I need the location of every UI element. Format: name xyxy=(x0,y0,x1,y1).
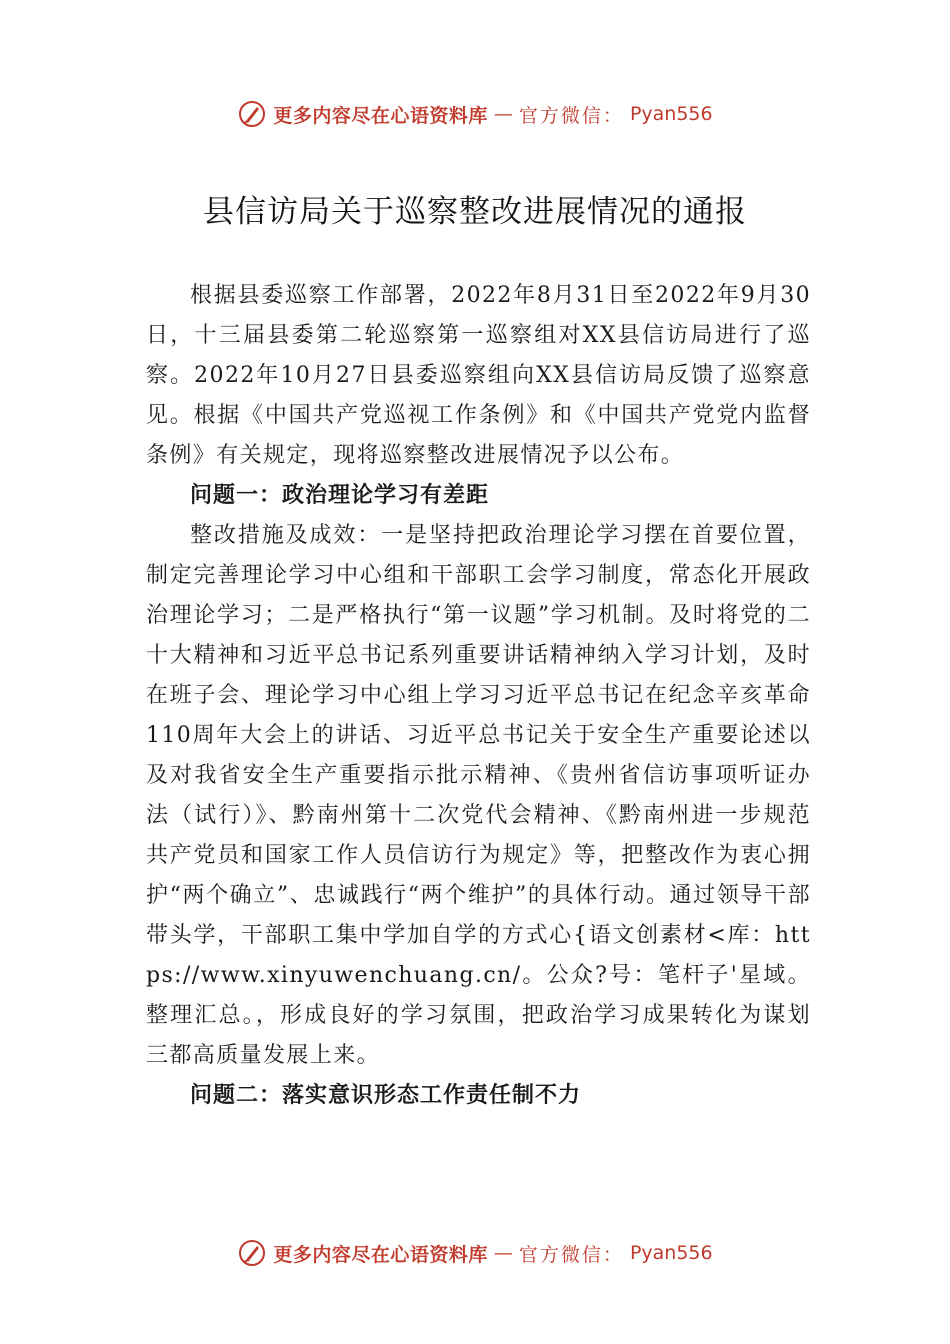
watermark-wechat-id: Pyan556 xyxy=(629,1242,713,1264)
top-watermark xyxy=(0,94,950,134)
issue-2-heading: 问题二：落实意识形态工作责任制不力 xyxy=(190,1083,582,1108)
issue-1-heading: 问题一：政治理论学习有差距 xyxy=(190,483,490,508)
watermark-dash: — xyxy=(493,1242,513,1264)
bottom-watermark xyxy=(0,1233,950,1273)
watermark-text: 更多内容尽在心语资料库 xyxy=(273,104,488,127)
quill-logo-icon xyxy=(237,99,267,129)
watermark-text: 更多内容尽在心语资料库 xyxy=(273,1243,488,1266)
watermark-wechat-id: Pyan556 xyxy=(629,103,713,125)
issue-1-body: 整改措施及成效：一是坚持把政治理论学习摆在首要位置，制定完善理论学习中心组和干部职工会学习制度，常态化开展政治理论学习；二是严格执行“第一议题”学习机制。及时将党的二十大精神和习近平总书记系列重要讲话精神纳入学习计划，及时在班子会、理论学习中心组上学习习近平总书记在纪念辛亥革命110周年大会上的讲话、习近平总书记关于安全生产重要论述以及对我省安全生产重要指示批示精神、《贵州省信访事项听证办法（试行）》、黔南州第十二次党代会精神、《黔南州进一步规范共产党员和国家工作人员信访行为规定》等，把整改作为衷心拥护“两个确立”、忠诚践行“两个维护”的具体行动。通过领导干部带头学，干部职工集中学加自学的方式心{语文创素材<库：https://www.xinyuwenchuang.cn/。公众?号：笔杆子'星域。整理汇总。，形成良好的学习氛围，把政治学习成果转化为谋划三都高质量发展上来。 xyxy=(146,523,811,1068)
watermark-wechat-label: 官方微信： xyxy=(518,1243,624,1266)
document-body xyxy=(146,276,811,1116)
intro-paragraph: 根据县委巡察工作部署，2022年8月31日至2022年9月30日，十三届县委第二轮巡察第一巡察组对XX县信访局进行了巡察。2022年10月27日县委巡察组向XX县信访局反馈了巡察意见。根据《中国共产党巡视工作条例》和《中国共产党党内监督条例》有关规定，现将巡察整改进展情况予以公布。 xyxy=(146,283,811,468)
watermark-dash: — xyxy=(493,103,513,125)
quill-logo-icon xyxy=(237,1238,267,1268)
document-title: 县信访局关于巡察整改进展情况的通报 xyxy=(203,194,747,230)
watermark-wechat-label: 官方微信： xyxy=(518,104,624,127)
